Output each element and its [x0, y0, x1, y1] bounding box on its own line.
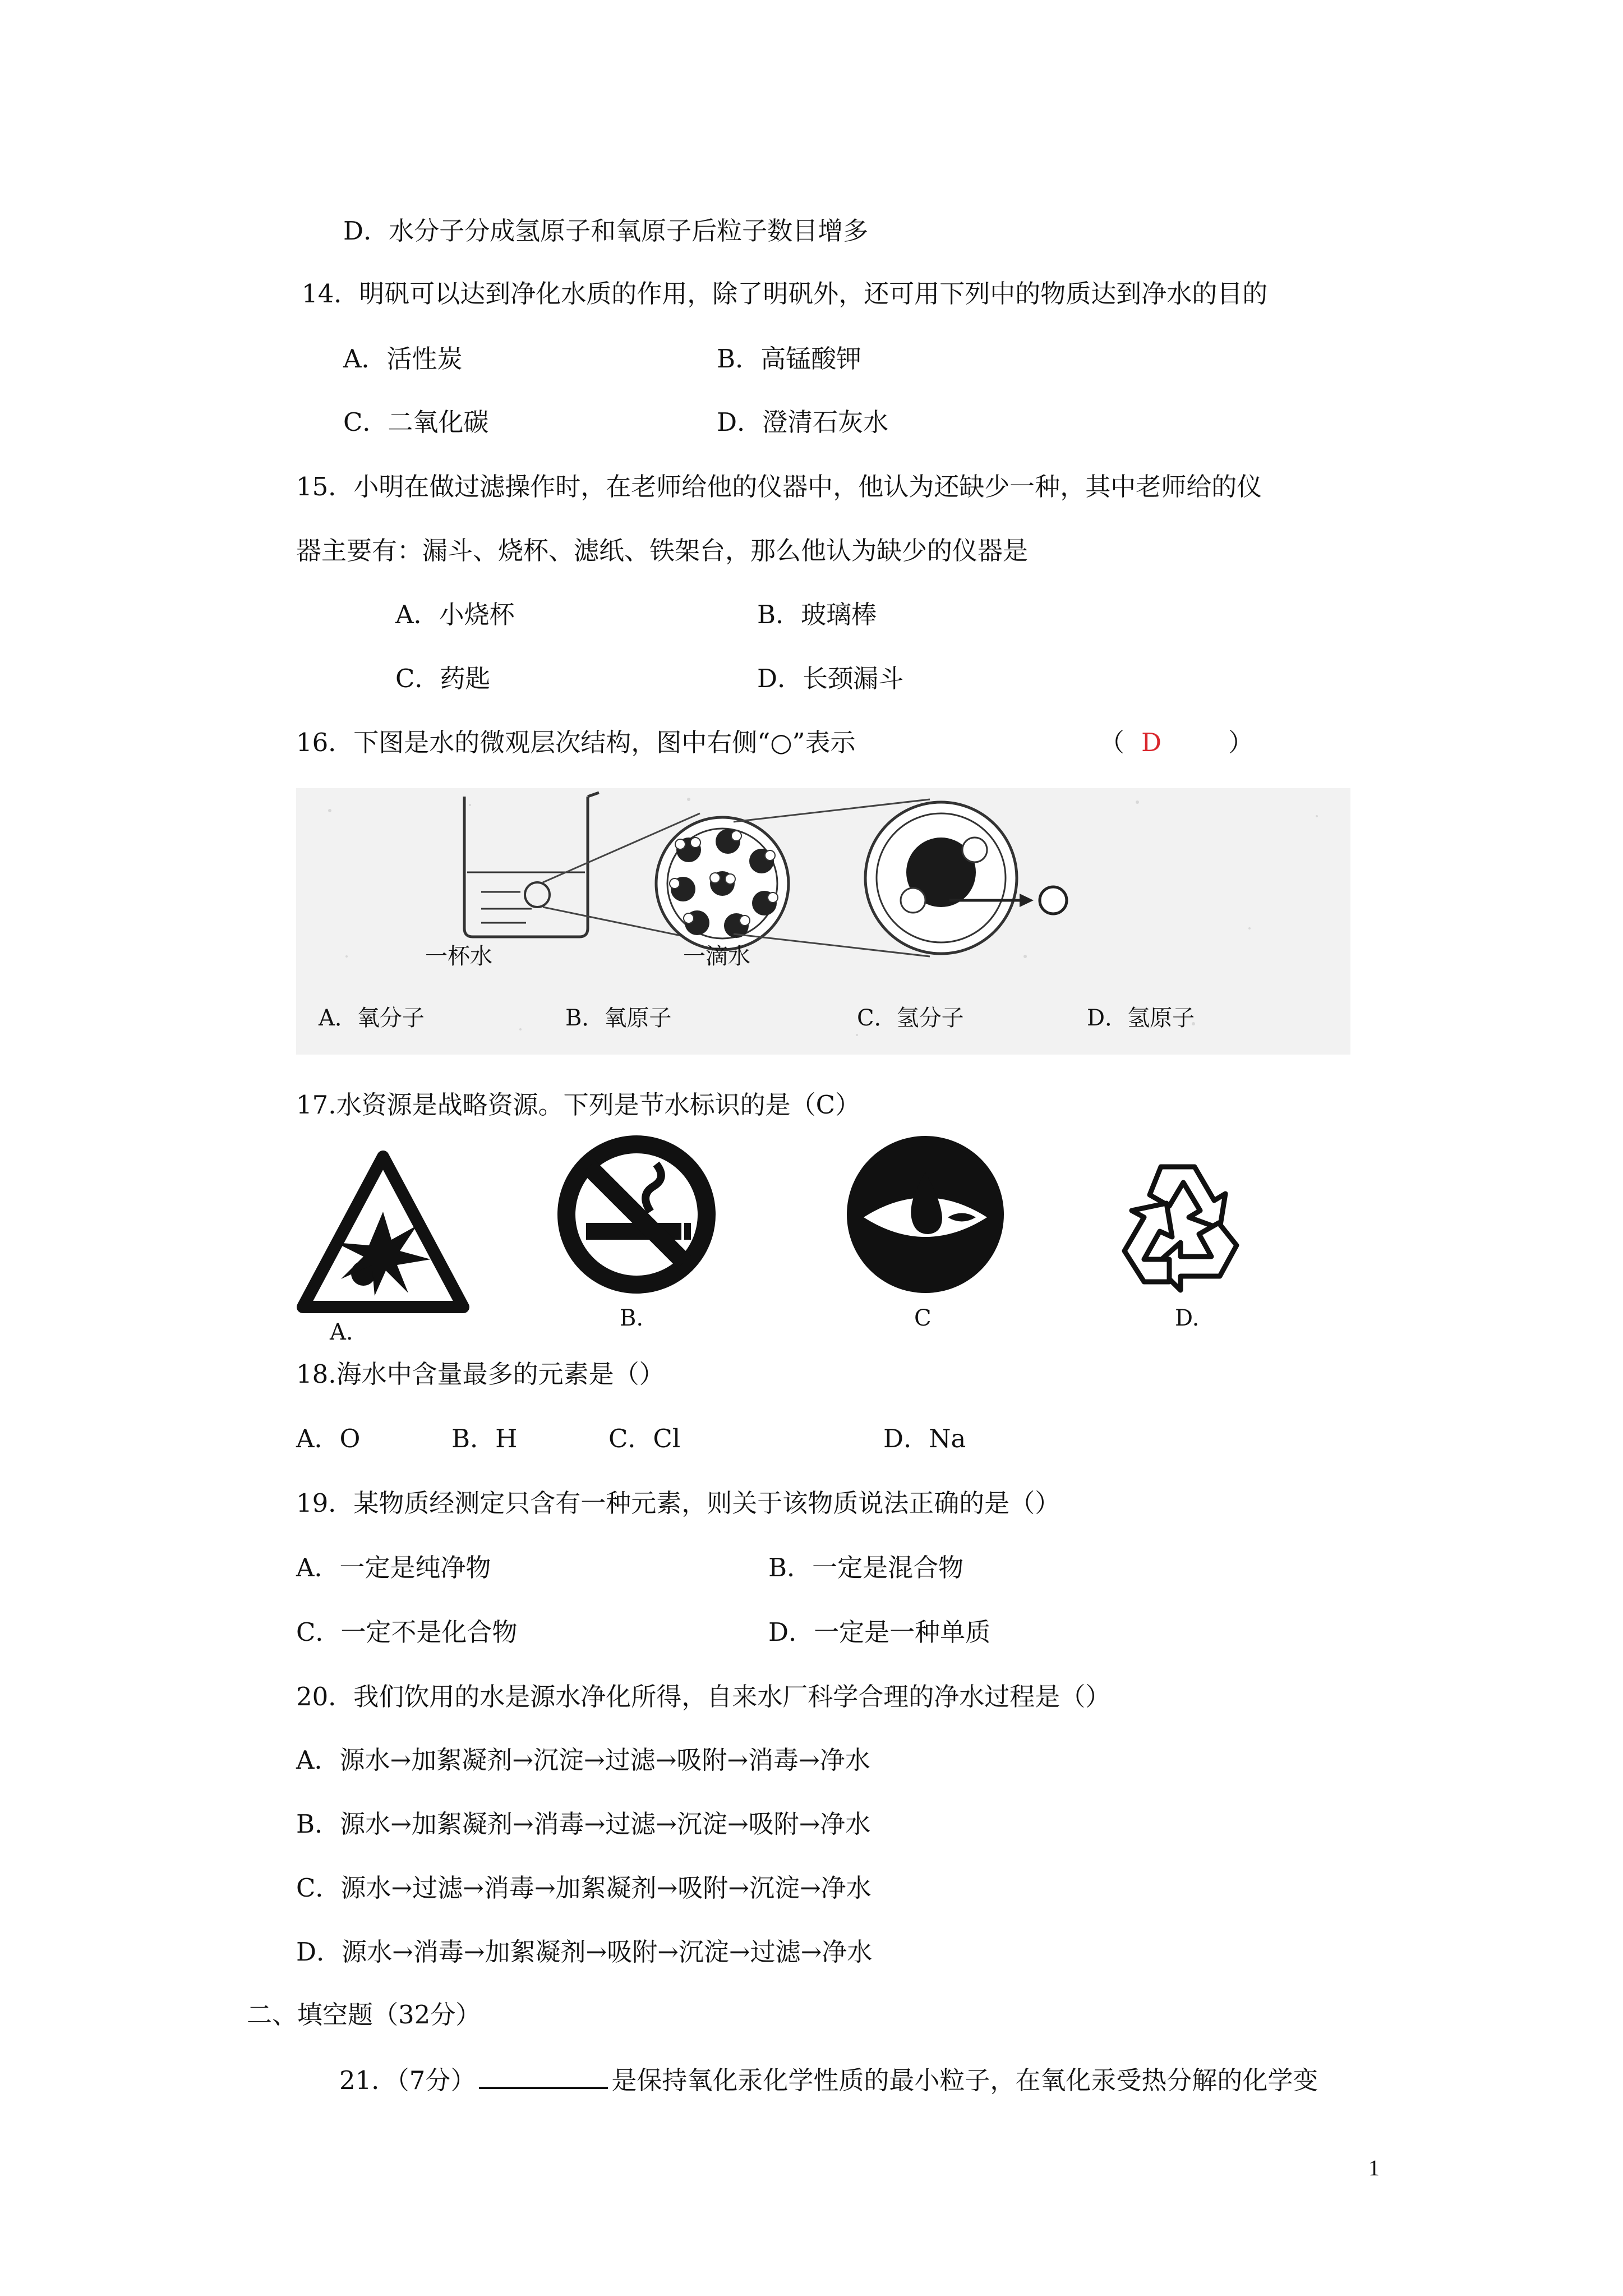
explosive-warning-icon: [296, 1150, 470, 1318]
q16-stem: 16．下图是水的微观层次结构，图中右侧“○”表示: [296, 728, 856, 757]
sign-d-label: D.: [1175, 1305, 1200, 1331]
section-2-title: 二、填空题（32分）: [247, 2000, 481, 2030]
q15-option-a: A．小烧杯: [395, 600, 515, 629]
q17-stem: 17.水资源是战略资源。下列是节水标识的是（C）: [296, 1090, 860, 1120]
q19-option-a: A．一定是纯净物: [296, 1553, 491, 1582]
q15-option-b: B．玻璃棒: [757, 600, 877, 629]
q18-stem: 18.海水中含量最多的元素是（）: [296, 1359, 665, 1389]
q16-paren-open: （: [1099, 728, 1125, 757]
water-saving-sign: [841, 1133, 1021, 1341]
q21-suffix: 是保持氧化汞化学性质的最小粒子，在氧化汞受热分解的化学变: [611, 2065, 1318, 2095]
fig-label-drop: 一滴水: [683, 944, 750, 969]
q16-option-d: D．氢原子: [1087, 1005, 1195, 1031]
q19-option-c: C．一定不是化合物: [296, 1617, 518, 1647]
q20-option-d: D．源水→消毒→加絮凝剂→吸附→沉淀→过滤→净水: [296, 1937, 873, 1967]
q16-option-b: B．氧原子: [565, 1005, 672, 1031]
recycle-icon: [1099, 1150, 1256, 1307]
hydrogen-atom-icon: [1040, 887, 1067, 914]
q14-stem: 14．明矾可以达到净化水质的作用，除了明矾外，还可用下列中的物质达到净水的目的: [302, 279, 1268, 309]
q14-option-c: C．二氧化碳: [343, 407, 489, 437]
explosive-sign: [296, 1150, 470, 1345]
water-saving-icon: [841, 1133, 1009, 1301]
q16-option-c: C．氢分子: [857, 1005, 964, 1031]
q19-stem: 19．某物质经测定只含有一种元素，则关于该物质说法正确的是（）: [296, 1488, 1061, 1518]
sign-c-label: C: [914, 1305, 932, 1331]
sign-a-label: A.: [330, 1319, 353, 1345]
recycle-sign: [1099, 1150, 1267, 1341]
water-molecule-icon: [865, 802, 1017, 954]
q19-option-b: B．一定是混合物: [768, 1553, 964, 1582]
no-smoking-icon: [555, 1133, 718, 1296]
q16-paren-close: ）: [1228, 728, 1254, 757]
fig-label-cup: 一杯水: [425, 944, 492, 969]
water-structure-figure: [296, 788, 1350, 1055]
q16-answer: D: [1141, 728, 1162, 757]
q20-option-a: A．源水→加絮凝剂→沉淀→过滤→吸附→消毒→净水: [296, 1745, 870, 1775]
q20-option-c: C．源水→过滤→消毒→加絮凝剂→吸附→沉淀→净水: [296, 1873, 872, 1903]
page-number: 1: [1368, 2155, 1380, 2180]
q18-option-d: D．Na: [883, 1424, 966, 1453]
q13-option-d: D．水分子分成氢原子和氧原子后粒子数目增多: [343, 216, 869, 246]
q15-stem-line1: 15．小明在做过滤操作时，在老师给他的仪器中，他认为还缺少一种，其中老师给的仪: [296, 472, 1262, 501]
water-drop-icon: [656, 817, 789, 950]
q20-stem: 20．我们饮用的水是源水净化所得，自来水厂科学合理的净水过程是（）: [296, 1682, 1111, 1711]
sign-b-label: B.: [620, 1305, 644, 1331]
q14-option-a: A．活性炭: [343, 344, 463, 374]
q15-option-c: C．药匙: [395, 664, 491, 693]
q14-option-d: D．澄清石灰水: [717, 407, 889, 437]
no-smoking-sign: [555, 1133, 723, 1341]
q18-option-c: C．Cl: [608, 1424, 681, 1453]
q15-stem-line2: 器主要有：漏斗、烧杯、滤纸、铁架台，那么他认为缺少的仪器是: [296, 536, 1029, 565]
q21-blank[interactable]: [479, 2062, 608, 2089]
q15-option-d: D．长颈漏斗: [757, 664, 904, 693]
q20-option-b: B．源水→加絮凝剂→消毒→过滤→沉淀→吸附→净水: [296, 1809, 871, 1839]
q21-line: [339, 2062, 1318, 2097]
q16-option-a: A．氧分子: [319, 1005, 425, 1031]
q18-option-a: A．O: [296, 1424, 361, 1453]
q21-prefix: 21．（7分）: [339, 2065, 476, 2095]
q18-option-b: B．H: [451, 1424, 518, 1453]
q14-option-b: B．高锰酸钾: [717, 344, 862, 374]
q19-option-d: D．一定是一种单质: [768, 1617, 991, 1647]
